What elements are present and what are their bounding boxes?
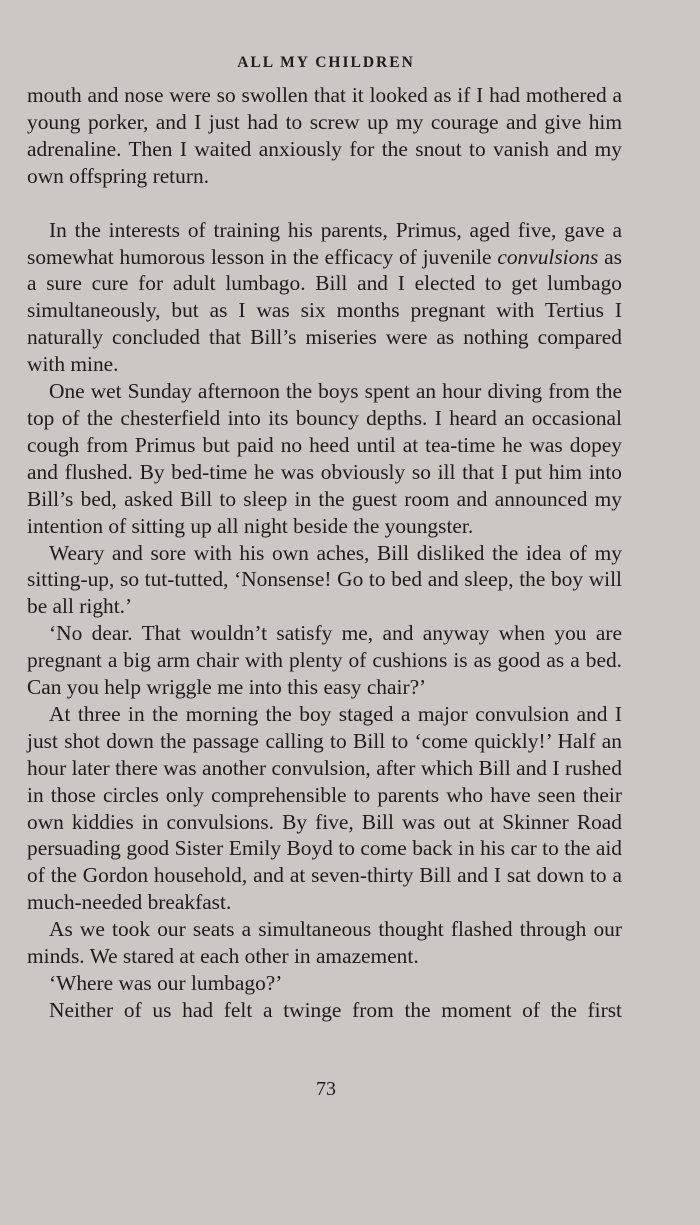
paragraph: ‘Where was our lumbago?’ bbox=[49, 971, 283, 995]
body-text bbox=[27, 82, 622, 1024]
italic-word: convulsions bbox=[497, 244, 599, 269]
paragraph-continued: mouth and nose were so swollen that it looked as if I had mothered a young porker, and I just had to screw up my courage and give him adrenaline. Then I waited anxiously for the snout to vanish and my own offspring return. bbox=[27, 83, 622, 188]
paragraph-text: In the interests of training his parents, Primus, aged five, gave a somewhat humorous lesson in the efficacy of juvenile bbox=[27, 217, 622, 269]
paragraph: ‘No dear. That wouldn’t satisfy me, and anyway when you are pregnant a big arm chair with plenty of cushions is as good as a bed. Can you help wriggle me into this easy chair?’ bbox=[27, 621, 622, 700]
paragraph: Neither of us had felt a twinge from the moment of the first bbox=[49, 997, 622, 1022]
paragraph-text: as a sure cure for adult lumbago. Bill and I elected to get lumbago simultaneously, but as I was six months pregnant with Tertius I naturally concluded that Bill’s miseries were as nothing compared with mine. bbox=[27, 244, 622, 377]
page-number: 73 bbox=[316, 1078, 336, 1100]
paragraph: Weary and sore with his own aches, Bill disliked the idea of my sitting-up, so tut-tutted, ‘Nonsense! Go to bed and sleep, the boy will be all right.’ bbox=[27, 540, 622, 619]
paragraph: As we took our seats a simultaneous thought flashed through our minds. We stared at each other in amazement. bbox=[27, 917, 622, 969]
paragraph: At three in the morning the boy staged a major convulsion and I just shot down the passage calling to Bill to ‘come quickly!’ Half an hour later there was another convulsion, after which Bill and I rushed in those circles only comprehensible to parents who have seen their own kiddies in convulsions. By five, Bill was out at Skinner Road persuading good Sister Emily Boyd to come back in his car to the aid of the Gordon household, and at seven-thirty Bill and I sat down to a much-needed breakfast. bbox=[27, 701, 622, 915]
running-header: ALL MY CHILDREN bbox=[237, 54, 415, 71]
paragraph: One wet Sunday afternoon the boys spent an hour diving from the top of the chesterfield into its bouncy depths. I heard an occasional cough from Primus but paid no heed until at tea-time he was dopey and flushed. By bed-time he was obviously so ill that I put him into Bill’s bed, asked Bill to sleep in the guest room and announced my intention of sitting up all night beside the youngster. bbox=[27, 379, 622, 538]
paragraph-section-start bbox=[27, 217, 622, 378]
